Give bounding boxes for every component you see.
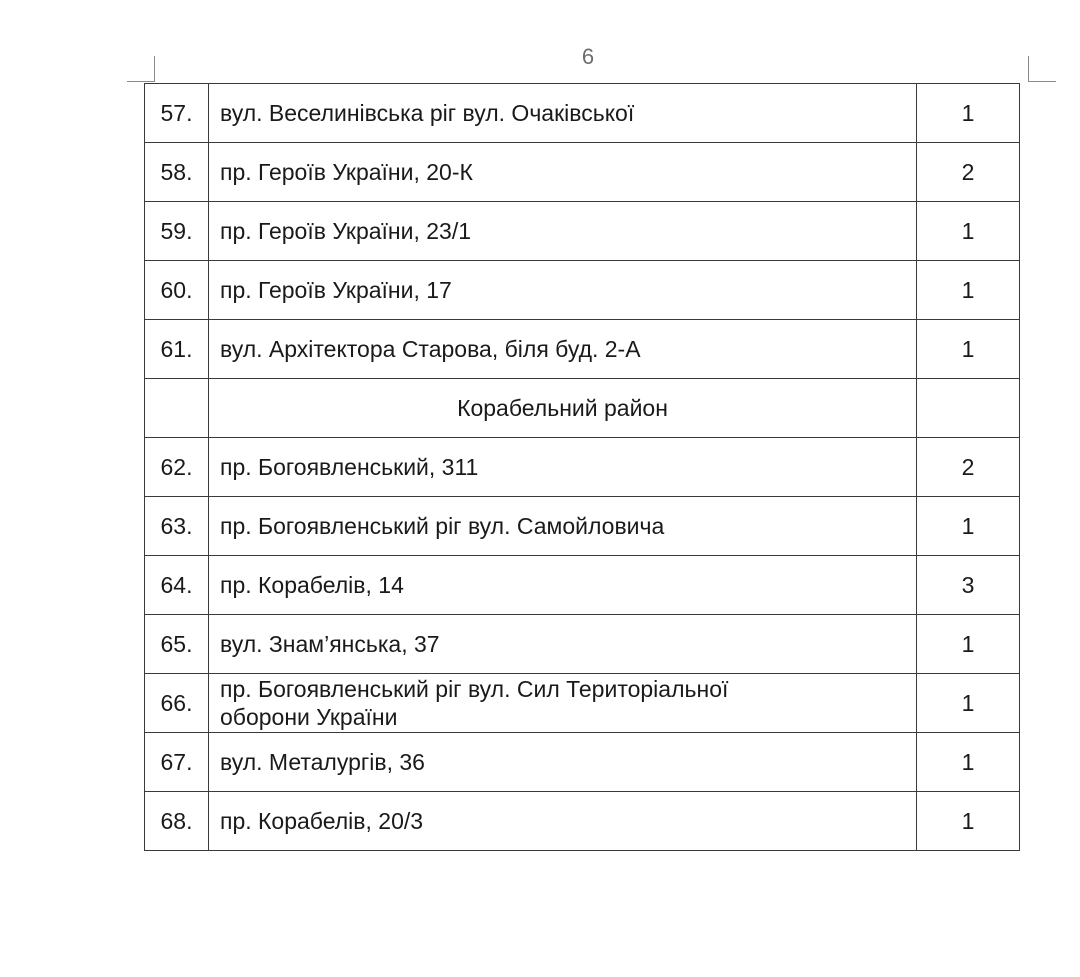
row-address-line1: пр. Богоявленський ріг вул. Сил Територіальної [220, 676, 729, 702]
row-address: пр. Корабелів, 14 [209, 556, 917, 615]
row-quantity: 1 [917, 320, 1020, 379]
row-number: 66. [145, 674, 209, 733]
district-heading-row [145, 379, 1020, 438]
row-quantity: 1 [917, 202, 1020, 261]
row-quantity: 1 [917, 674, 1020, 733]
page-number: 6 [581, 44, 595, 69]
table-row [145, 497, 1020, 556]
table-row [145, 261, 1020, 320]
row-address: пр. Героїв України, 20-К [209, 143, 917, 202]
row-address: вул. Веселинівська ріг вул. Очаківської [209, 84, 917, 143]
row-address: пр. Богоявленський, 311 [209, 438, 917, 497]
row-address: пр. Героїв України, 17 [209, 261, 917, 320]
row-quantity: 1 [917, 497, 1020, 556]
district-heading: Корабельний район [209, 379, 917, 438]
row-quantity: 2 [917, 143, 1020, 202]
row-number: 63. [145, 497, 209, 556]
empty-cell [145, 379, 209, 438]
row-number: 60. [145, 261, 209, 320]
row-address: вул. Архітектора Старова, біля буд. 2-А [209, 320, 917, 379]
row-number: 65. [145, 615, 209, 674]
table-row [145, 674, 1020, 733]
row-address: вул. Знам’янська, 37 [209, 615, 917, 674]
row-quantity: 1 [917, 261, 1020, 320]
row-quantity: 1 [917, 615, 1020, 674]
row-number: 59. [145, 202, 209, 261]
table-row [145, 84, 1020, 143]
table-row [145, 143, 1020, 202]
row-quantity: 1 [917, 792, 1020, 851]
empty-cell [917, 379, 1020, 438]
row-quantity: 1 [917, 84, 1020, 143]
crop-mark-right-vertical [1028, 56, 1029, 82]
row-address-line2: оборони України [220, 704, 398, 730]
table-row [145, 733, 1020, 792]
table-row [145, 556, 1020, 615]
row-quantity: 2 [917, 438, 1020, 497]
address-table [144, 83, 1020, 851]
crop-mark-left-horizontal [127, 81, 155, 82]
row-number: 68. [145, 792, 209, 851]
row-number: 61. [145, 320, 209, 379]
row-number: 57. [145, 84, 209, 143]
row-address: вул. Металургів, 36 [209, 733, 917, 792]
crop-mark-left-vertical [154, 56, 155, 82]
table-row [145, 202, 1020, 261]
table-row [145, 438, 1020, 497]
table-row [145, 320, 1020, 379]
crop-mark-right-horizontal [1028, 81, 1056, 82]
row-number: 62. [145, 438, 209, 497]
row-address-multiline [209, 674, 917, 733]
table-row [145, 615, 1020, 674]
row-quantity: 1 [917, 733, 1020, 792]
row-address: пр. Корабелів, 20/3 [209, 792, 917, 851]
row-address: пр. Богоявленський ріг вул. Самойловича [209, 497, 917, 556]
table-row [145, 792, 1020, 851]
row-number: 58. [145, 143, 209, 202]
row-quantity: 3 [917, 556, 1020, 615]
row-number: 64. [145, 556, 209, 615]
row-address: пр. Героїв України, 23/1 [209, 202, 917, 261]
row-number: 67. [145, 733, 209, 792]
